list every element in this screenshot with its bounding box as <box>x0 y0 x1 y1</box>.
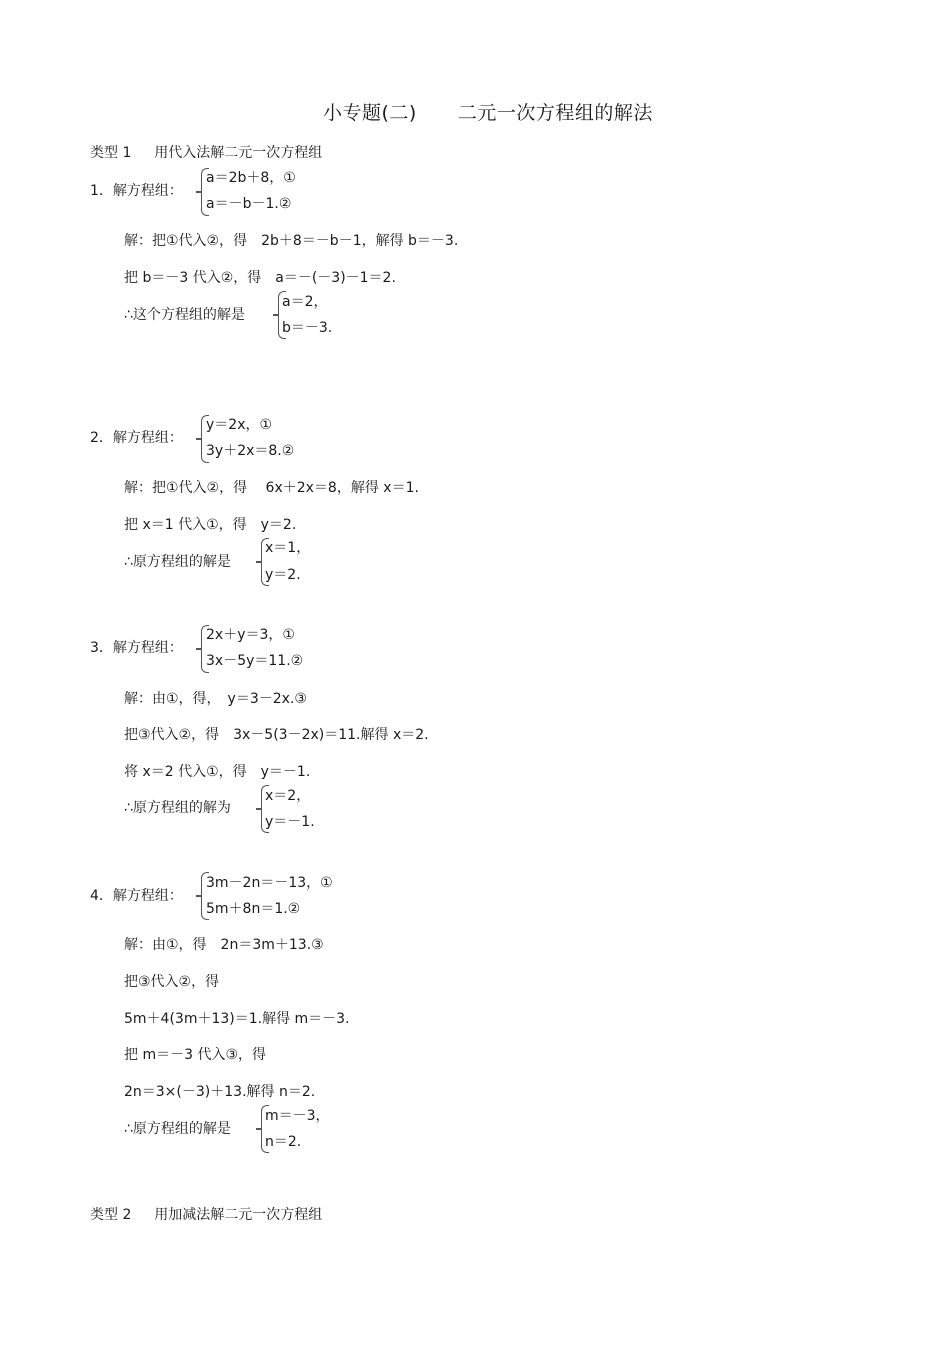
problem-1-conclusion: ∴这个方程组的解是 <box>124 307 245 323</box>
section-header-type2 <box>90 1208 322 1222</box>
problem-4-label: 4．解方程组： <box>90 888 183 904</box>
problem-3-eq-2: 3x－5y＝11.② <box>206 653 304 669</box>
problem-4-step-1: 解：由①，得 2n＝3m＋13.③ <box>124 937 324 953</box>
problem-2-eq-1: y＝2x，① <box>206 417 273 433</box>
problem-3-step-3: 将 x＝2 代入①，得 y＝－1. <box>124 764 311 780</box>
problem-4-step-3: 5m＋4(3m＋13)＝1.解得 m＝－3. <box>124 1011 350 1027</box>
problem-2-sol-1: x＝1， <box>265 540 311 556</box>
problem-2-label: 2．解方程组： <box>90 430 183 446</box>
problem-4-step-5: 2n＝3×(－3)＋13.解得 n＝2. <box>124 1084 316 1100</box>
problem-3-sol-1: x＝2， <box>265 788 311 804</box>
problem-2-sol-2: y＝2. <box>265 567 301 583</box>
problem-4-conclusion: ∴原方程组的解是 <box>124 1121 231 1137</box>
problem-2-eq-2: 3y＋2x＝8.② <box>206 443 295 459</box>
problem-2-conclusion: ∴原方程组的解是 <box>124 554 231 570</box>
section-text: 用代入法解二元一次方程组 <box>154 145 323 161</box>
title-main: 二元一次方程组的解法 <box>457 102 653 124</box>
problem-4-eq-1: 3m－2n＝－13，① <box>206 875 333 891</box>
problem-3-step-2: 把③代入②，得 3x－5(3－2x)＝11.解得 x＝2. <box>124 727 429 743</box>
problem-4-sol-2: n＝2. <box>265 1134 302 1150</box>
page-title <box>323 104 653 123</box>
problem-4-step-4: 把 m＝－3 代入③，得 <box>124 1047 266 1063</box>
section-header-type1 <box>90 146 322 160</box>
problem-1-label: 1．解方程组： <box>90 183 183 199</box>
problem-1-step-1: 解：把①代入②，得 2b＋8＝－b－1，解得 b＝－3. <box>124 233 459 249</box>
problem-3-eq-1: 2x＋y＝3，① <box>206 627 295 643</box>
problem-3-step-1: 解：由①，得， y＝3－2x.③ <box>124 691 307 707</box>
problem-1-eq-1: a＝2b＋8，① <box>206 170 296 186</box>
problem-3-label: 3．解方程组： <box>90 640 183 656</box>
problem-4-eq-2: 5m＋8n＝1.② <box>206 901 301 917</box>
problem-1-sol-2: b＝－3. <box>282 320 333 336</box>
section-label: 类型 1 <box>90 145 132 161</box>
problem-2-step-1: 解：把①代入②，得 6x＋2x＝8，解得 x＝1. <box>124 480 419 496</box>
title-prefix: 小专题(二) <box>323 102 417 124</box>
problem-1-sol-1: a＝2， <box>282 294 328 310</box>
problem-3-conclusion: ∴原方程组的解为 <box>124 800 231 816</box>
problem-1-step-2: 把 b＝－3 代入②，得 a＝－(－3)－1＝2. <box>124 270 396 286</box>
problem-4-step-2: 把③代入②，得 <box>124 974 220 990</box>
problem-3-sol-2: y＝－1. <box>265 814 315 830</box>
problem-1-eq-2: a＝－b－1.② <box>206 196 292 212</box>
section-label: 类型 2 <box>90 1207 132 1223</box>
section-text: 用加减法解二元一次方程组 <box>154 1207 323 1223</box>
problem-4-sol-1: m＝－3， <box>265 1108 330 1124</box>
problem-2-step-2: 把 x＝1 代入①，得 y＝2. <box>124 517 297 533</box>
